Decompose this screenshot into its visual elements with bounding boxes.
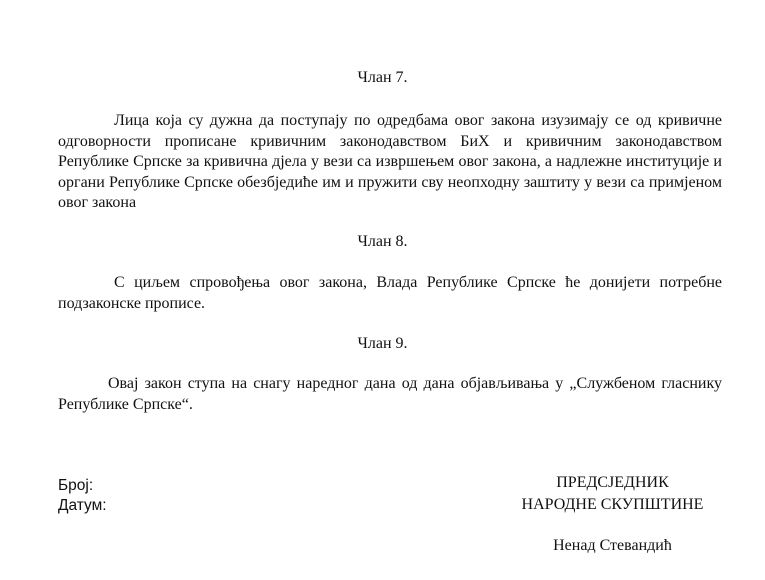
article-7-heading: Члан 7. [357, 69, 408, 86]
signatory-title-line1: ПРЕДСЈЕДНИК [556, 474, 669, 491]
article-7-body: Лица која су дужна да поступају по одредбама овог закона изузимају се од кривичне одговорности прописане кривичним законодавством БиХ и кривичним законодавством Републике Српске за кривична дјела у вези са извршењем овог закона, а надлежне институције и органи Републике Српске обезбједиће им и пружити сву неопходну заштиту у вези са примјеном овог закона [58, 112, 722, 211]
article-9-text [58, 374, 722, 415]
signatory-name: Ненад Стевандић [553, 537, 672, 554]
signatory-title-line2: НАРОДНЕ СКУПШТИНЕ [521, 496, 704, 513]
article-8-heading: Члан 8. [357, 233, 408, 250]
article-8-text [58, 273, 722, 314]
article-8-body: С циљем спровођења овог закона, Влада Републике Српске ће донијети потребне подзаконске прописе. [58, 274, 722, 312]
article-7-text [58, 111, 722, 214]
article-9-body: Овај закон ступа на снагу наредног дана од дана објављивања у „Службеном гласнику Републике Српске“. [58, 375, 722, 413]
date-label: Датум: [58, 497, 107, 514]
number-label: Број: [58, 477, 94, 494]
article-9-heading: Члан 9. [357, 335, 408, 352]
